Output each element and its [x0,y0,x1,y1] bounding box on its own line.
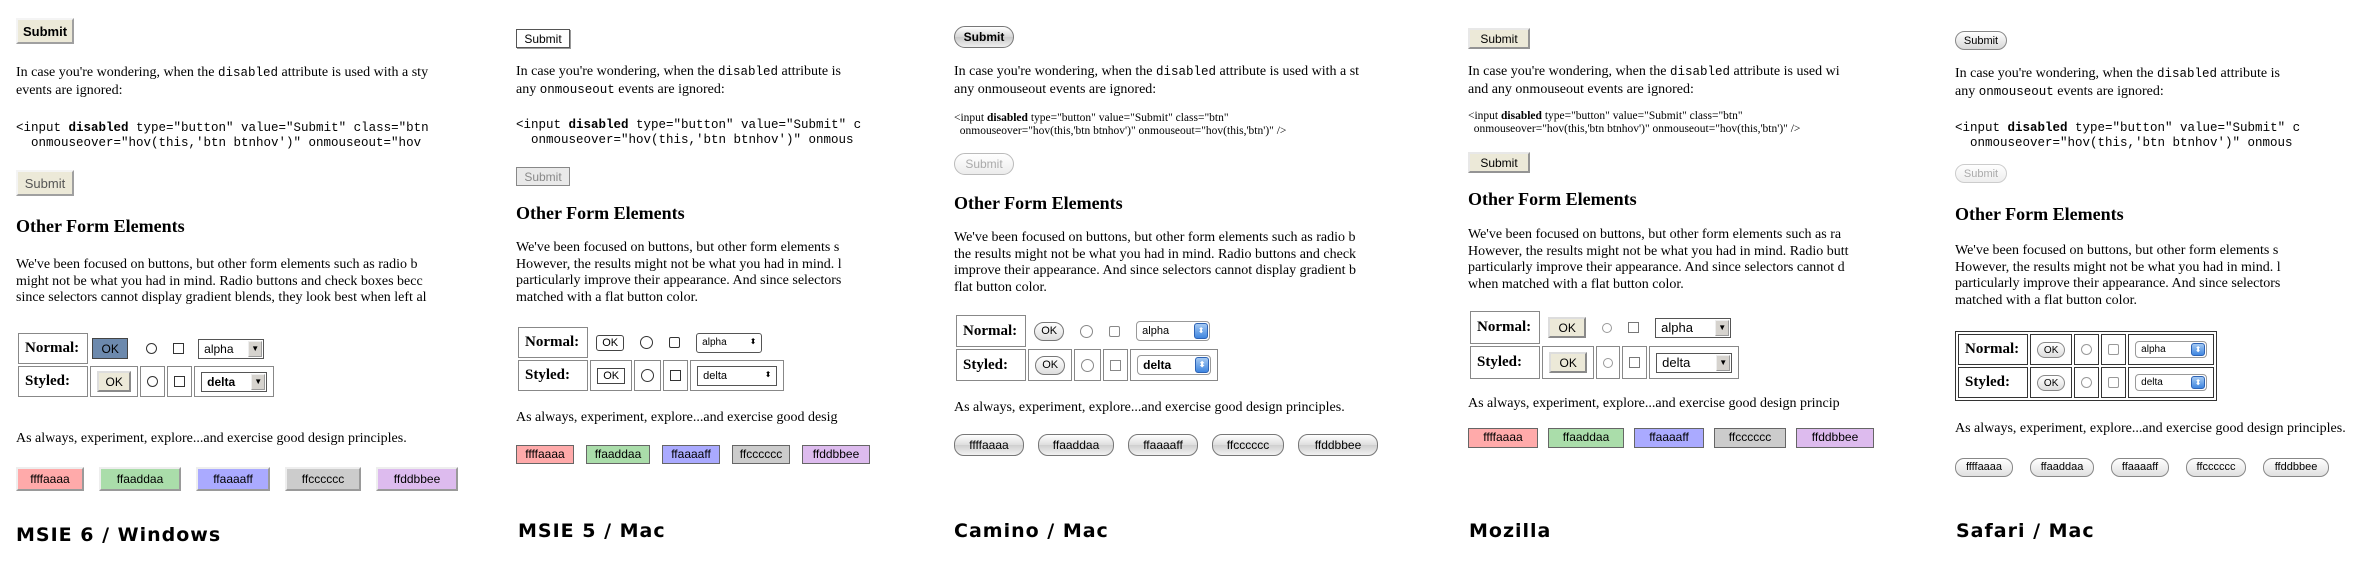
chevron-down-icon: ⬍ [2191,376,2205,389]
para-line: However, the results might not be what you had in mind. l [516,256,842,272]
section-paragraph [1955,243,2281,309]
cell [2074,334,2099,365]
cell [90,333,138,364]
radio-button[interactable] [2081,377,2092,388]
code-l1-pre: <input [16,121,69,135]
para-line: We've been focused on buttons, but other form elements s [1955,243,2279,258]
color-swatch-button[interactable]: ffaaddaa [1038,434,1114,456]
select-value: delta [207,374,236,389]
intro-line1: In case you're wondering, when the [1468,64,1670,79]
form-elements-table [16,331,276,399]
intro-text [954,63,1359,98]
chevron-down-icon: ▼ [1716,355,1730,371]
panel-msie5-mac [500,0,890,568]
form-elements-table [1955,331,2217,401]
row-label: Styled: [518,360,588,391]
color-swatch-button[interactable]: ffaaaaff [1128,434,1198,456]
closing-text: As always, experiment, explore...and exercise good desig [516,410,838,425]
code-l1-pre: <input [516,118,569,132]
intro-line2-code: onmouseout [539,83,615,97]
intro-line2-pre: any [516,82,540,97]
code-sample [1468,110,1800,136]
ok-button[interactable]: OK [1034,322,1064,341]
cell [1074,315,1101,347]
ok-button[interactable]: OK [1549,352,1587,373]
code-l1-bold: disabled [987,112,1028,124]
intro-text [1955,65,2280,101]
cell [590,360,632,391]
checkbox[interactable] [669,337,680,348]
chevron-down-icon: ⬍ [1194,323,1208,339]
chevron-down-icon: ▼ [1715,320,1729,336]
code-l1-pre: <input [954,112,988,124]
color-swatch-button[interactable]: ffcccccc [2186,458,2246,477]
intro-line2-post: events are ignored: [2053,84,2164,99]
code-l1: type="button" value="Submit" class="btn [128,121,429,135]
para-line: particularly improve their appearance. And since selectors [516,273,842,288]
submit-button[interactable]: Submit [1468,28,1530,49]
color-swatch-button[interactable]: ffaaaaff [1634,428,1704,448]
code-l1-bold: disabled [2007,121,2068,135]
select-dropdown[interactable] [1655,318,1731,338]
ok-button[interactable]: OK [92,338,128,359]
section-paragraph [1468,227,1849,293]
submit-button[interactable]: Submit [1955,31,2007,50]
code-l1-bold: disabled [1501,110,1542,122]
select-value: alpha [1661,319,1693,335]
disabled-submit-button: Submit [954,153,1014,175]
color-swatch-button[interactable]: ffaaddaa [1548,428,1624,448]
submit-button[interactable]: Submit [516,29,570,48]
para-line: improve their appearance. And since selectors cannot display gradient b [954,263,1356,278]
intro-code-word: disabled [717,65,778,79]
color-swatch-button[interactable]: ffffaaaa [1468,428,1538,448]
cell [1596,311,1620,344]
cell [1542,311,1594,344]
cell [1028,315,1072,347]
intro-code-word: disabled [217,66,278,80]
cell [167,333,192,364]
intro-code-word: disabled [1155,65,1216,79]
section-paragraph [516,240,842,306]
select-value: alpha [204,341,234,356]
chevron-down-icon: ⬍ [2191,343,2205,356]
cell [1103,315,1128,347]
para-line: particularly improve their appearance. And since selectors cannot d [1468,260,1845,275]
table-row-styled [1958,367,2214,398]
intro-line1: In case you're wondering, when the [16,65,218,80]
intro-line2-code: onmouseout [1978,85,2054,99]
cell [634,327,661,358]
para-line: the results might not be what you had in mind. Radio buttons and check [954,246,1357,262]
color-swatch-button[interactable]: ffaaddaa [586,445,650,464]
panel-msie6-windows [0,0,470,568]
intro-line1: In case you're wondering, when the [516,64,718,79]
code-sample [1955,121,2300,151]
select-dropdown[interactable] [201,372,267,392]
radio-button[interactable] [1603,358,1613,368]
chevron-down-icon: ▼ [248,341,262,357]
browser-caption: MSIE 6 / Windows [16,524,222,546]
radio-button[interactable] [1081,359,1094,372]
row-label: Styled: [956,349,1026,381]
select-dropdown[interactable] [696,333,762,353]
row-label: Normal: [956,315,1026,347]
checkbox[interactable] [1629,357,1640,368]
table-row-styled [956,349,1218,381]
para-line: flat button color. [954,279,1047,295]
cell [2030,367,2072,398]
row-label: Normal: [1470,311,1540,344]
code-l2: onmouseover="hov(this,'btn btnhov')" onmous [516,133,854,147]
closing-text: As always, experiment, explore...and exercise good design principles. [16,431,407,446]
intro-line1-end: attribute is used with a st [1215,64,1360,79]
table-row-normal [956,315,1218,347]
para-line: We've been focused on buttons, but other form elements s [516,240,840,255]
cell [1028,349,1072,381]
intro-text [1468,63,1840,98]
table-row-styled [518,360,784,391]
color-swatch-button[interactable]: ffaaaaff [196,467,270,491]
radio-button[interactable] [2081,344,2092,355]
intro-line1: In case you're wondering, when the [954,64,1156,79]
intro-line1-end: attribute is [777,64,841,79]
color-swatch-button[interactable]: ffffaaaa [16,467,84,491]
row-label: Styled: [1958,367,2028,398]
chevron-down-icon: ⬍ [761,368,775,384]
radio-button[interactable] [146,343,157,354]
para-line: However, the results might not be what you had in mind. l [1955,259,2281,275]
select-value: delta [1662,354,1691,370]
cell [663,360,688,391]
row-label: Styled: [18,366,88,397]
cell [167,366,192,397]
cell [1622,346,1647,379]
code-l1-pre: <input [1955,121,2008,135]
checkbox[interactable] [173,343,184,354]
cell [1130,349,1218,381]
color-swatch-button[interactable]: ffaaaaff [2111,458,2169,477]
section-heading: Other Form Elements [516,203,685,223]
para-line: since selectors cannot display gradient blends, they look best when left al [16,290,427,305]
ok-button[interactable]: OK [596,335,624,351]
code-sample [16,121,429,151]
checkbox[interactable] [174,376,185,387]
disabled-submit-button: Submit [1955,164,2007,183]
intro-line1-end: attribute is used with a sty [277,65,429,80]
code-l1-bold: disabled [68,121,129,135]
ok-button[interactable]: OK [1548,317,1586,338]
select-dropdown[interactable] [1656,353,1732,373]
select-dropdown[interactable] [2135,374,2207,391]
para-line: might not be what you had in mind. Radio buttons and check boxes becc [16,273,423,289]
cell [2128,334,2214,365]
code-l2: onmouseover="hov(this,'btn btnhov')" onmouseout="hov [16,136,422,150]
table-row-normal [18,333,274,364]
table-row-styled [18,366,274,397]
code-l2: onmouseover="hov(this,'btn btnhov')" onmouseout="hov(this,'btn')" /> [954,125,1287,137]
cell [194,333,274,364]
code-sample [516,118,861,148]
para-line: We've been focused on buttons, but other form elements such as ra [1468,227,1842,242]
color-swatch-button[interactable]: ffcccccc [1212,434,1284,456]
submit-button[interactable]: Submit [954,26,1014,48]
select-dropdown[interactable] [1136,321,1210,341]
checkbox[interactable] [1109,326,1120,337]
section-heading: Other Form Elements [16,216,185,236]
color-swatch-button[interactable]: ffddbbee [2263,458,2329,477]
code-l1-bold: disabled [568,118,629,132]
section-heading: Other Form Elements [954,193,1123,213]
code-l1: type="button" value="Submit" c [2067,121,2301,135]
cell [2128,367,2214,398]
cell [590,327,632,358]
color-swatch-button[interactable]: ffaaddaa [99,467,181,491]
cell [2101,334,2126,365]
chevron-down-icon: ▼ [251,374,265,390]
row-label: Normal: [1958,334,2028,365]
para-line: matched with a flat button color. [516,289,698,305]
cell [1103,349,1128,381]
select-dropdown[interactable] [2135,341,2207,358]
section-paragraph [16,257,427,307]
intro-line2: and any onmouseout events are ignored: [1468,82,1694,97]
cell [690,360,784,391]
intro-code-word: disabled [1669,65,1730,79]
intro-line1-end: attribute is [2216,66,2280,81]
para-line: when matched with a flat button color. [1468,276,1684,292]
intro-line2: any onmouseout events are ignored: [954,82,1157,97]
select-dropdown[interactable] [697,366,777,386]
ok-button[interactable]: OK [597,368,625,384]
browser-caption: Safari / Mac [1956,520,2095,542]
intro-line2-post: events are ignored: [614,82,725,97]
select-value: alpha [1142,325,1170,337]
checkbox[interactable] [670,370,681,381]
code-l2: onmouseover="hov(this,'btn btnhov')" onmouseout="hov(this,'btn')" /> [1468,123,1801,135]
row-label: Normal: [18,333,88,364]
color-swatch-button[interactable]: ffffaaaa [516,445,574,464]
intro-line2-pre: any [1955,84,1979,99]
radio-button[interactable] [147,376,158,387]
ok-button[interactable]: OK [2037,375,2065,391]
radio-button[interactable] [1080,325,1093,338]
cell [634,360,661,391]
cell [2101,367,2126,398]
cell [1542,346,1594,379]
checkbox[interactable] [1110,360,1121,371]
closing-text: As always, experiment, explore...and exercise good design principles. [1955,421,2346,436]
para-line: However, the results might not be what you had in mind. Radio butt [1468,243,1849,259]
color-swatch-button[interactable]: ffaaddaa [2030,458,2094,477]
browser-caption: MSIE 5 / Mac [518,520,666,542]
section-heading: Other Form Elements [1468,189,1637,209]
para-line: matched with a flat button color. [1955,292,2137,308]
ok-button[interactable]: OK [97,371,131,392]
code-l1: type="button" value="Submit" c [628,118,862,132]
cell [1622,311,1647,344]
closing-text: As always, experiment, explore...and exercise good design princip [1468,396,1840,411]
cell [663,327,688,358]
color-swatch-button[interactable]: ffddbbee [1298,434,1378,456]
cell [1596,346,1620,379]
intro-code-word: disabled [2156,67,2217,81]
cell [2074,367,2099,398]
closing-text: As always, experiment, explore...and exercise good design principles. [954,400,1345,415]
cell [140,333,165,364]
cell [2030,334,2072,365]
table-row-normal [1958,334,2214,365]
cell [1649,346,1739,379]
submit-button[interactable]: Submit [16,18,74,44]
color-swatch-button[interactable]: ffddbbee [802,445,870,464]
disabled-submit-button: Submit [516,167,570,186]
cell [140,366,165,397]
chevron-down-icon: ⬍ [746,335,760,351]
panel-camino-mac [938,0,1418,568]
select-value: delta [1143,358,1172,372]
para-line: We've been focused on buttons, but other form elements such as radio b [16,257,418,272]
cell [194,366,274,397]
panel-mozilla [1452,0,1892,568]
color-swatch-button[interactable]: ffffaaaa [1955,458,2013,477]
select-dropdown[interactable] [198,339,264,359]
table-row-normal [1470,311,1739,344]
form-elements-table [1468,309,1741,381]
code-l1: type="button" value="Submit" class="btn" [1541,110,1743,122]
ok-button[interactable]: OK [2037,342,2065,358]
checkbox[interactable] [2108,377,2119,388]
radio-button[interactable] [641,369,654,382]
radio-button[interactable] [640,336,653,349]
intro-line2: events are ignored: [16,83,123,98]
browser-caption: Camino / Mac [954,520,1109,542]
select-dropdown[interactable] [1137,355,1211,375]
table-row-normal [518,327,784,358]
cell [90,366,138,397]
browser-caption: Mozilla [1469,520,1552,542]
cell [1649,311,1739,344]
code-l1: type="button" value="Submit" class="btn" [1027,112,1229,124]
table-row-styled [1470,346,1739,379]
select-value: alpha [702,336,727,348]
chevron-down-icon: ⬍ [1195,357,1209,373]
form-elements-table [954,313,1220,383]
intro-line1: In case you're wondering, when the [1955,66,2157,81]
code-l1-pre: <input [1468,110,1502,122]
section-heading: Other Form Elements [1955,204,2124,224]
select-value: delta [703,369,728,382]
checkbox[interactable] [2108,344,2119,355]
color-swatch-button[interactable]: ffddbbee [376,467,458,491]
color-swatch-button[interactable]: ffddbbee [1796,428,1874,448]
intro-text [516,63,841,99]
cell [690,327,784,358]
color-swatch-button[interactable]: ffcccccc [1714,428,1786,448]
code-l2: onmouseover="hov(this,'btn btnhov')" onmous [1955,136,2293,150]
cell [1130,315,1218,347]
disabled-submit-button: Submit [1468,152,1530,173]
color-swatch-button[interactable]: ffaaaaff [662,445,720,464]
disabled-submit-button: Submit [16,170,74,196]
intro-line1-end: attribute is used wi [1729,64,1840,79]
code-sample [954,112,1286,138]
form-elements-table [516,325,786,393]
intro-text [16,64,428,99]
row-label: Styled: [1470,346,1540,379]
radio-button[interactable] [1602,323,1612,333]
panel-safari-mac [1940,0,2362,568]
color-swatch-button[interactable]: ffcccccc [732,445,790,464]
checkbox[interactable] [1628,322,1639,333]
select-value: delta [2141,377,2163,389]
color-swatch-button[interactable]: ffffaaaa [954,434,1024,456]
select-value: alpha [2141,344,2166,356]
color-swatch-button[interactable]: ffcccccc [285,467,361,491]
ok-button[interactable]: OK [1035,356,1065,375]
row-label: Normal: [518,327,588,358]
para-line: particularly improve their appearance. And since selectors [1955,276,2281,291]
cell [1074,349,1101,381]
para-line: We've been focused on buttons, but other form elements such as radio b [954,230,1356,245]
section-paragraph [954,230,1356,296]
